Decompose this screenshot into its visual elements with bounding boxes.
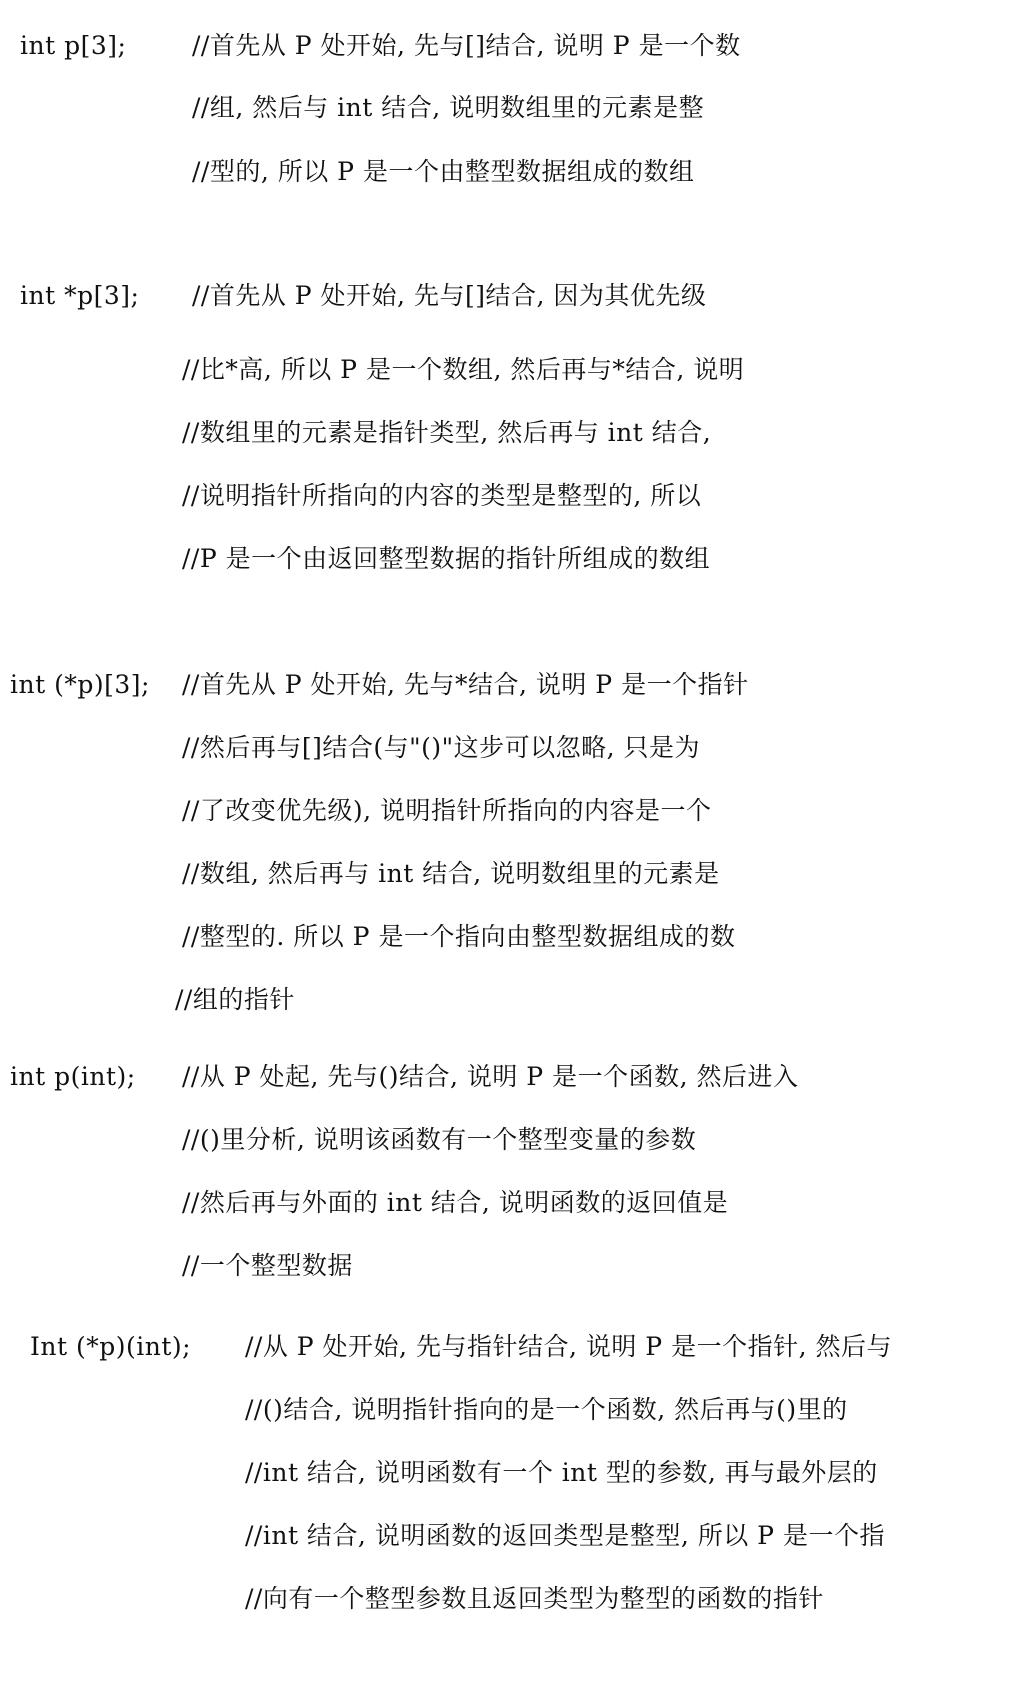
comment-line: //int 结合, 说明函数的返回类型是整型, 所以 P 是一个指 xyxy=(245,1521,885,1550)
comment-line: //数组里的元素是指针类型, 然后再与 int 结合, xyxy=(182,418,712,447)
comment-line: //了改变优先级), 说明指针所指向的内容是一个 xyxy=(182,796,712,825)
comment-line: //组的指针 xyxy=(175,985,295,1014)
comment-line: //首先从 P 处开始, 先与[]结合, 说明 P 是一个数 xyxy=(192,31,741,60)
comment-line: //首先从 P 处开始, 先与*结合, 说明 P 是一个指针 xyxy=(182,670,749,699)
comment-line: //型的, 所以 P 是一个由整型数据组成的数组 xyxy=(192,157,695,186)
code-declaration-function-pointer: Int (*p)(int); xyxy=(30,1332,192,1361)
code-declaration-array-pointer: int (*p)[3]; xyxy=(10,670,150,699)
comment-line: //组, 然后与 int 结合, 说明数组里的元素是整 xyxy=(192,93,705,122)
comment-line: //然后再与外面的 int 结合, 说明函数的返回值是 xyxy=(182,1188,729,1217)
comment-line: //()结合, 说明指针指向的是一个函数, 然后再与()里的 xyxy=(245,1395,848,1424)
comment-line: //从 P 处起, 先与()结合, 说明 P 是一个函数, 然后进入 xyxy=(182,1062,799,1091)
comment-line: //P 是一个由返回整型数据的指针所组成的数组 xyxy=(182,544,711,573)
comment-line: //数组, 然后再与 int 结合, 说明数组里的元素是 xyxy=(182,859,720,888)
comment-line: //整型的. 所以 P 是一个指向由整型数据组成的数 xyxy=(182,922,736,951)
comment-line: //一个整型数据 xyxy=(182,1251,353,1280)
comment-line: //首先从 P 处开始, 先与[]结合, 因为其优先级 xyxy=(192,281,707,310)
comment-line: //从 P 处开始, 先与指针结合, 说明 P 是一个指针, 然后与 xyxy=(245,1332,892,1361)
code-declaration-function: int p(int); xyxy=(10,1062,136,1091)
code-declaration-pointer-array: int *p[3]; xyxy=(20,281,140,310)
comment-line: //int 结合, 说明函数有一个 int 型的参数, 再与最外层的 xyxy=(245,1458,878,1487)
comment-line: //()里分析, 说明该函数有一个整型变量的参数 xyxy=(182,1125,697,1154)
comment-line: //比*高, 所以 P 是一个数组, 然后再与*结合, 说明 xyxy=(182,355,745,384)
code-declaration-int-array: int p[3]; xyxy=(20,31,127,60)
comment-line: //然后再与[]结合(与"()"这步可以忽略, 只是为 xyxy=(182,733,701,762)
comment-line: //说明指针所指向的内容的类型是整型的, 所以 xyxy=(182,481,702,510)
comment-line: //向有一个整型参数且返回类型为整型的函数的指针 xyxy=(245,1584,824,1613)
